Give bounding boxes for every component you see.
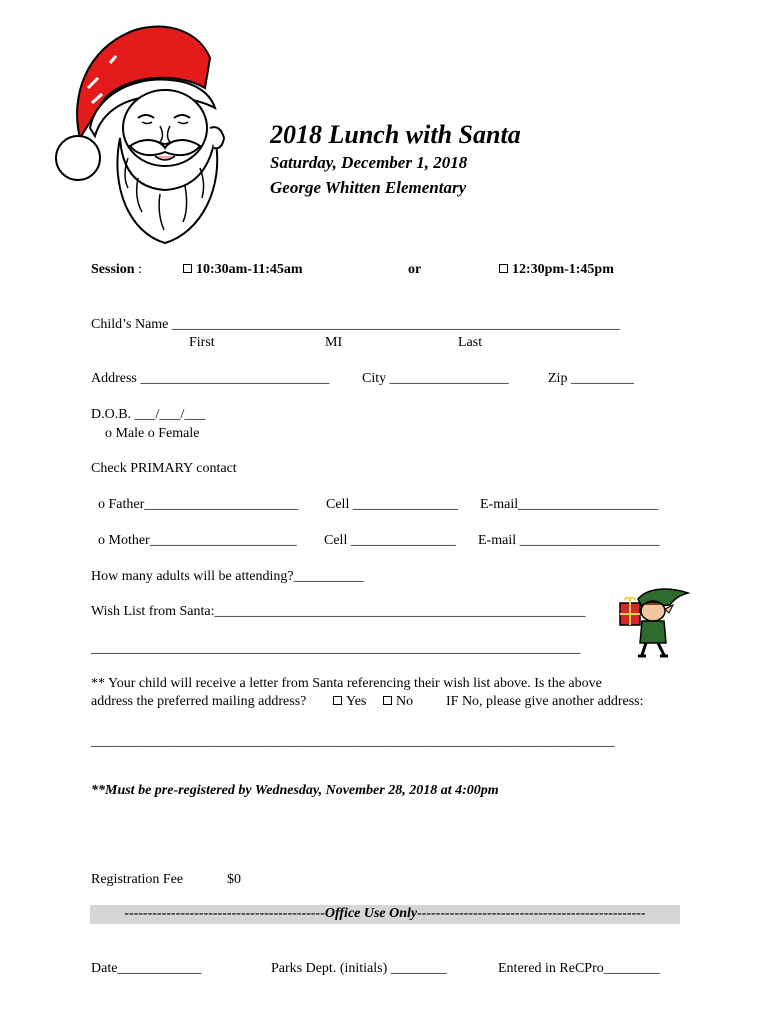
session-option-1[interactable] bbox=[183, 262, 303, 278]
dob-field[interactable]: D.O.B. ___/___/___ bbox=[91, 407, 206, 422]
checkbox-icon[interactable] bbox=[499, 264, 508, 273]
mailing-yes-option[interactable] bbox=[333, 694, 366, 710]
office-date-field[interactable]: Date____________ bbox=[91, 961, 202, 976]
letter-note: ** Your child will receive a letter from Santa referencing their wish list above. Is the above bbox=[91, 676, 602, 691]
session-colon: : bbox=[138, 262, 142, 277]
event-location: George Whitten Elementary bbox=[270, 178, 467, 197]
adults-attending-field[interactable]: How many adults will be attending?__________ bbox=[91, 569, 364, 584]
father-cell-field[interactable]: Cell _______________ bbox=[326, 497, 458, 512]
session-option-2[interactable] bbox=[499, 262, 614, 278]
wish-list-line-2[interactable]: ________________________________________________________________________ bbox=[91, 640, 581, 655]
registration-fee-label: Registration Fee bbox=[91, 872, 184, 887]
session-or: or bbox=[408, 262, 422, 277]
mailing-yes-label: Yes bbox=[346, 694, 367, 709]
checkbox-icon[interactable] bbox=[333, 696, 342, 705]
zip-field[interactable]: Zip _________ bbox=[548, 371, 634, 386]
child-name-field[interactable]: Child’s Name ________________________________________________________________ bbox=[91, 317, 620, 332]
checkbox-icon[interactable] bbox=[183, 264, 192, 273]
mailing-no-label: No bbox=[396, 694, 414, 709]
mailing-question-text: address the preferred mailing address? bbox=[91, 694, 307, 709]
session-row bbox=[91, 262, 142, 278]
alternate-address-field[interactable]: _____________________________________________________________________________ bbox=[91, 733, 615, 748]
session-label: Session bbox=[91, 262, 135, 277]
father-field[interactable]: o Father______________________ bbox=[98, 497, 299, 512]
session-option-1-label: 10:30am-11:45am bbox=[196, 262, 303, 277]
wish-list-field[interactable]: Wish List from Santa:_____________________________________________________ bbox=[91, 604, 586, 619]
mailing-no-option[interactable] bbox=[383, 694, 413, 710]
address-field[interactable]: Address ___________________________ bbox=[91, 371, 330, 386]
registration-fee-amount: $0 bbox=[227, 872, 241, 887]
office-use-label: -------------------------------------------Office Use Only------------------------------------------------- bbox=[124, 906, 646, 921]
gender-options[interactable]: o Male o Female bbox=[105, 426, 200, 441]
event-date: Saturday, December 1, 2018 bbox=[270, 153, 468, 172]
father-email-field[interactable]: E-mail____________________ bbox=[480, 497, 659, 512]
page-title: 2018 Lunch with Santa bbox=[270, 120, 521, 149]
elf-illustration bbox=[608, 585, 698, 660]
recpro-field[interactable]: Entered in ReCPro________ bbox=[498, 961, 660, 976]
santa-illustration bbox=[50, 18, 250, 250]
child-last-label: Last bbox=[458, 335, 483, 350]
session-option-2-label: 12:30pm-1:45pm bbox=[512, 262, 614, 277]
mother-email-field[interactable]: E-mail ____________________ bbox=[478, 533, 660, 548]
child-mi-label: MI bbox=[325, 335, 343, 350]
checkbox-icon[interactable] bbox=[383, 696, 392, 705]
child-first-label: First bbox=[189, 335, 215, 350]
mother-field[interactable]: o Mother_____________________ bbox=[98, 533, 297, 548]
city-field[interactable]: City _________________ bbox=[362, 371, 509, 386]
primary-contact-heading: Check PRIMARY contact bbox=[91, 461, 237, 476]
office-use-bar bbox=[90, 905, 680, 924]
mother-cell-field[interactable]: Cell _______________ bbox=[324, 533, 456, 548]
registration-deadline: **Must be pre-registered by Wednesday, November 28, 2018 at 4:00pm bbox=[91, 783, 499, 798]
mailing-question bbox=[91, 694, 306, 710]
parks-initials-field[interactable]: Parks Dept. (initials) ________ bbox=[271, 961, 447, 976]
mailing-if-no-text: IF No, please give another address: bbox=[446, 694, 644, 709]
